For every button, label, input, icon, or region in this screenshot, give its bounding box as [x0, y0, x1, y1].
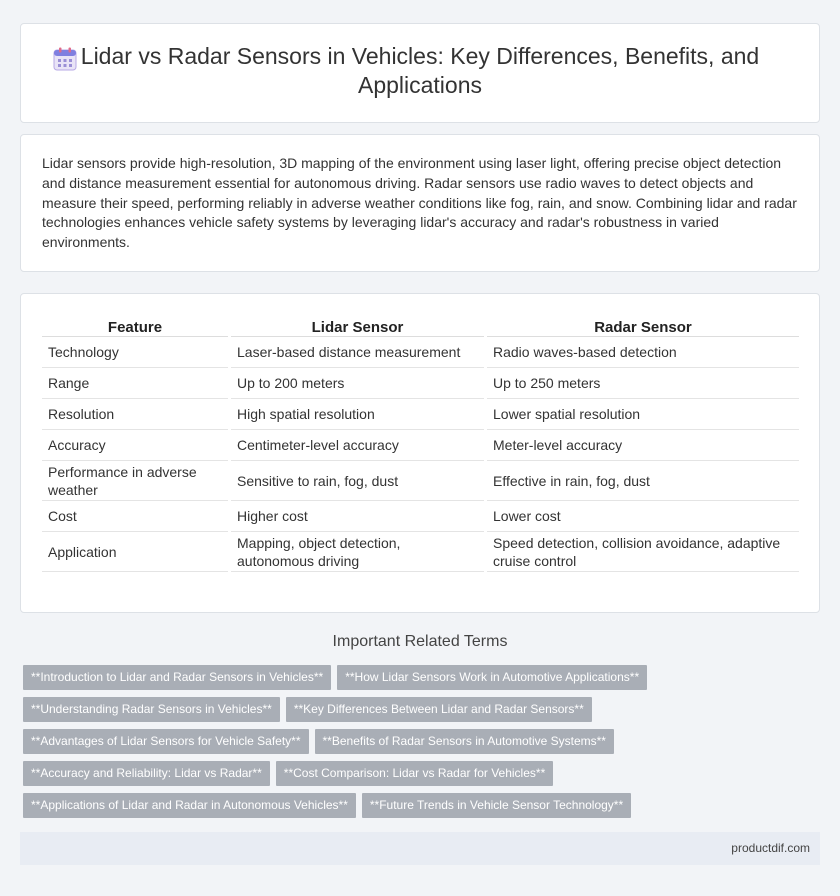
comparison-table	[42, 314, 799, 572]
intro-card	[20, 134, 820, 272]
table-cell: Centimeter-level accuracy	[231, 430, 484, 461]
table-row	[42, 430, 799, 461]
table-row	[42, 461, 799, 501]
page-title: Lidar vs Radar Sensors in Vehicles: Key Differences, Benefits, and Applications	[80, 43, 760, 98]
related-term-tag[interactable]: **Future Trends in Vehicle Sensor Technology**	[362, 793, 631, 818]
related-term-tag[interactable]: **Cost Comparison: Lidar vs Radar for Vehicles**	[276, 761, 553, 786]
comparison-card	[20, 293, 820, 613]
table-cell: Radio waves-based detection	[487, 337, 799, 368]
table-cell: Laser-based distance measurement	[231, 337, 484, 368]
table-cell: Meter-level accuracy	[487, 430, 799, 461]
table-cell: Effective in rain, fog, dust	[487, 461, 799, 501]
footer	[20, 832, 820, 865]
related-term-tag[interactable]: **Benefits of Radar Sensors in Automotive Systems**	[315, 729, 614, 754]
table-header-feature: Feature	[42, 314, 228, 337]
related-terms-title: Important Related Terms	[332, 633, 508, 650]
table-cell: Speed detection, collision avoidance, adaptive cruise control	[487, 532, 799, 572]
table-cell: High spatial resolution	[231, 399, 484, 430]
table-row	[42, 337, 799, 368]
related-term-tag[interactable]: **Advantages of Lidar Sensors for Vehicle Safety**	[23, 729, 309, 754]
table-header-radar: Radar Sensor	[487, 314, 799, 337]
table-cell: Range	[42, 368, 228, 399]
table-cell: Performance in adverse weather	[42, 461, 228, 501]
related-term-tag[interactable]: **Introduction to Lidar and Radar Sensors in Vehicles**	[23, 665, 331, 690]
related-term-tag[interactable]: **Understanding Radar Sensors in Vehicles**	[23, 697, 280, 722]
related-term-tag[interactable]: **Accuracy and Reliability: Lidar vs Radar**	[23, 761, 270, 786]
table-cell: Lower cost	[487, 501, 799, 532]
footer-site-link[interactable]: productdif.com	[731, 841, 810, 855]
table-cell: Accuracy	[42, 430, 228, 461]
table-row	[42, 501, 799, 532]
table-cell: Resolution	[42, 399, 228, 430]
table-row	[42, 399, 799, 430]
table-cell: Cost	[42, 501, 228, 532]
header-card	[20, 23, 820, 123]
table-cell: Up to 250 meters	[487, 368, 799, 399]
table-cell: Lower spatial resolution	[487, 399, 799, 430]
table-cell: Technology	[42, 337, 228, 368]
table-header-lidar: Lidar Sensor	[231, 314, 484, 337]
table-cell: Sensitive to rain, fog, dust	[231, 461, 484, 501]
related-term-tag[interactable]: **How Lidar Sensors Work in Automotive Applications**	[337, 665, 647, 690]
table-row	[42, 368, 799, 399]
related-term-tag[interactable]: **Key Differences Between Lidar and Radar Sensors**	[286, 697, 592, 722]
table-cell: Mapping, object detection, autonomous driving	[231, 532, 484, 572]
intro-paragraph: Lidar sensors provide high-resolution, 3D mapping of the environment using laser light, offering precise object detection and distance measurement essential for autonomous driving. Radar sensors use radio waves to detect objects and measure their speed, performing reliably in adverse weather conditions like fog, rain, and snow. Combining lidar and radar technologies enhances vehicle safety systems by leveraging lidar's accuracy and radar's robustness in varied environments.	[42, 155, 797, 251]
table-cell: Higher cost	[231, 501, 484, 532]
table-row	[42, 532, 799, 572]
table-cell: Up to 200 meters	[231, 368, 484, 399]
related-term-tag[interactable]: **Applications of Lidar and Radar in Autonomous Vehicles**	[23, 793, 356, 818]
related-terms-list	[23, 665, 803, 825]
table-cell: Application	[42, 532, 228, 572]
